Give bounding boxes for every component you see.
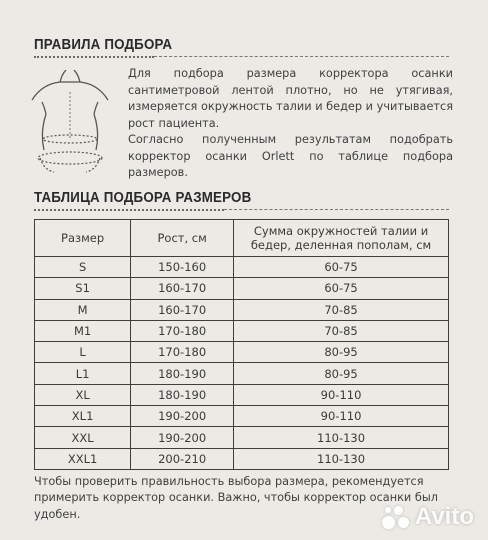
avito-logo-icon xyxy=(380,502,410,532)
table-row xyxy=(35,427,449,448)
cell-height: 150-160 xyxy=(131,257,234,278)
cell-circumference: 70-85 xyxy=(234,320,449,341)
cell-size: XXL xyxy=(35,427,131,448)
instruction-paragraph-1: Для подбора размера корректора осанки сантиметровой лентой плотно, но не утягивая, измеряется окружность талии и бедер и учитывается рост пациента. xyxy=(128,67,453,130)
cell-circumference: 70-85 xyxy=(234,299,449,320)
cell-size: XL xyxy=(35,384,131,405)
cell-circumference: 110-130 xyxy=(234,427,449,448)
instruction-paragraph-2: Согласно полученным результатам подобрать корректор осанки Orlett по таблице подбора размеров. xyxy=(128,133,453,179)
table-row xyxy=(35,299,449,320)
header-size: Размер xyxy=(35,220,131,257)
cell-circumference: 80-95 xyxy=(234,363,449,384)
cell-height: 180-190 xyxy=(131,363,234,384)
header-circumference: Сумма окружностей талии и бедер, деленная пополам, см xyxy=(234,220,449,257)
cell-height: 200-210 xyxy=(131,448,234,469)
cell-size: S xyxy=(35,257,131,278)
table-row xyxy=(35,448,449,469)
cell-size: XXL1 xyxy=(35,448,131,469)
cell-height: 170-180 xyxy=(131,342,234,363)
cell-height: 170-180 xyxy=(131,320,234,341)
cell-size: S1 xyxy=(35,278,131,299)
header-height: Рост, см xyxy=(131,220,234,257)
avito-watermark xyxy=(380,502,474,532)
table-row xyxy=(35,320,449,341)
cell-height: 180-190 xyxy=(131,384,234,405)
cell-circumference: 60-75 xyxy=(234,257,449,278)
cell-size: M1 xyxy=(35,320,131,341)
cell-size: L1 xyxy=(35,363,131,384)
table-row xyxy=(35,406,449,427)
title-underline xyxy=(34,209,224,211)
table-row xyxy=(35,257,449,278)
cell-size: XL1 xyxy=(35,406,131,427)
torso-measurement-icon xyxy=(30,70,110,175)
section-title-size-table: ТАБЛИЦА ПОДБОРА РАЗМЕРОВ xyxy=(34,190,252,206)
cell-size: L xyxy=(35,342,131,363)
divider-line xyxy=(224,209,449,210)
cell-height: 160-170 xyxy=(131,299,234,320)
divider-line xyxy=(154,56,449,57)
cell-circumference: 90-110 xyxy=(234,406,449,427)
section-title-fitting-rules: ПРАВИЛА ПОДБОРА xyxy=(34,37,173,53)
cell-circumference: 110-130 xyxy=(234,448,449,469)
cell-height: 190-200 xyxy=(131,427,234,448)
table-header-row xyxy=(35,220,449,257)
cell-height: 160-170 xyxy=(131,278,234,299)
footer-note: Чтобы проверить правильность выбора размера, рекомендуется примерить корректор осанки. Важно, чтобы корректор осанки был удобен. xyxy=(34,475,438,521)
cell-circumference: 80-95 xyxy=(234,342,449,363)
cell-height: 190-200 xyxy=(131,406,234,427)
table-row xyxy=(35,384,449,405)
table-row xyxy=(35,363,449,384)
table-row xyxy=(35,342,449,363)
size-chart-table xyxy=(34,219,449,470)
fitting-instructions xyxy=(128,66,453,182)
cell-circumference: 60-75 xyxy=(234,278,449,299)
title-underline xyxy=(34,56,154,58)
watermark-text: Avito xyxy=(414,503,474,530)
table-row xyxy=(35,278,449,299)
cell-circumference: 90-110 xyxy=(234,384,449,405)
cell-size: M xyxy=(35,299,131,320)
